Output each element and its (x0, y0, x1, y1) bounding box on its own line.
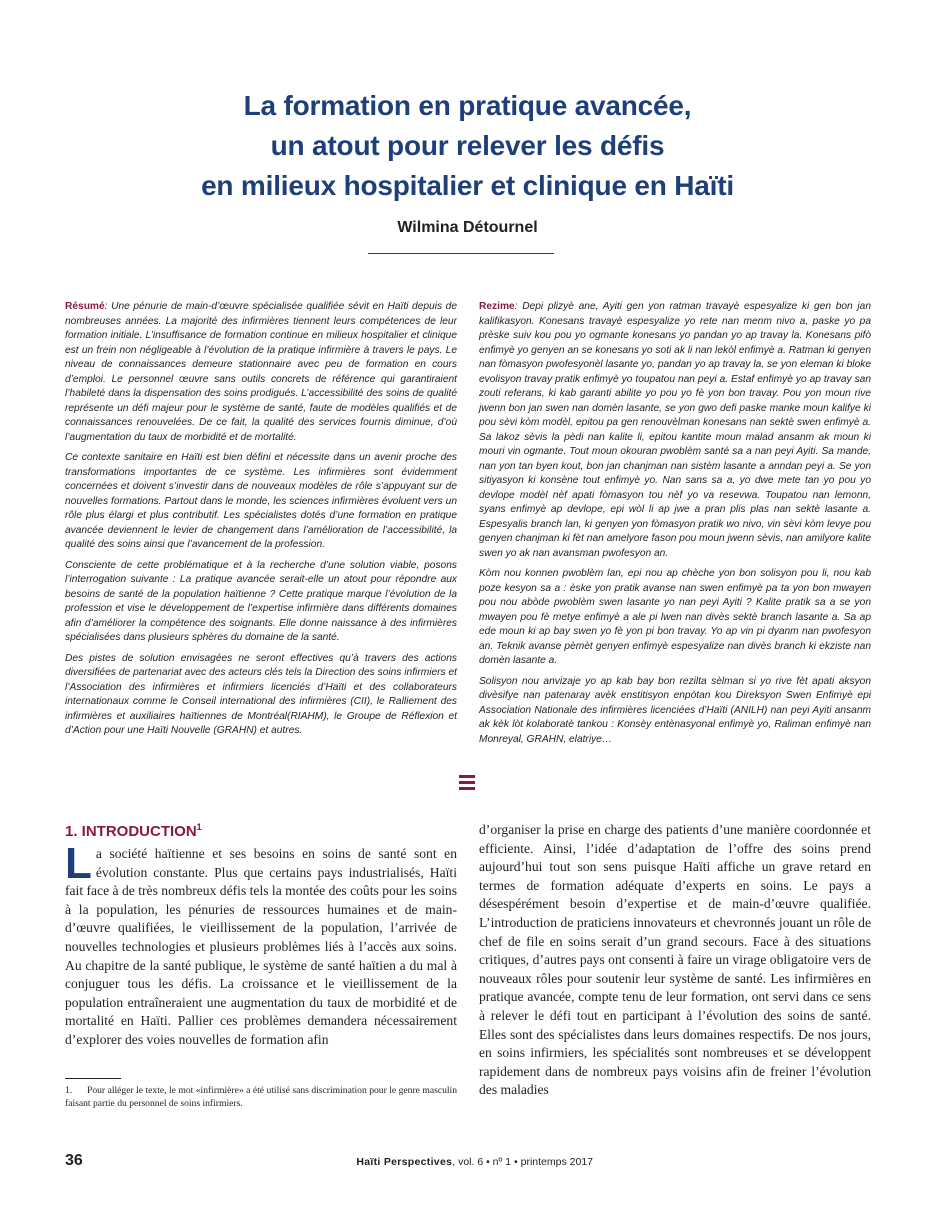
abstract-ht-paragraph-2: Kòm nou konnen pwoblèm lan, epi nou ap chèche yon bon solisyon pou li, nou kab poze kesyon sa a : èske yon pratik avanse nan swen enfimyè pa ta yon bon mwayen pou nou abòde pwoblèm swen lasante yo nan peyi Ayiti ? Kalite pratik sa a se yon mwayen pou fè metye enfimyè a ale pi lwen nan divès sektè branch lasante a. Sa ap ede moun ki ap bay swen yo fè yon pi bon travay. Yo ap vin pi dyanm nan pwofesyon an. Teknik avanse pèmèt genyen enfimyè espesyalize nan divès branch ki ekziste nan domèn lasante a. (479, 568, 871, 666)
abstract-ht-paragraph-1 (479, 300, 871, 561)
page-number: 36 (65, 1152, 83, 1169)
article-title (0, 86, 935, 206)
footnote-reference: 1 (196, 822, 202, 832)
abstract-fr-paragraph-1 (65, 300, 457, 445)
abstract-fr-text-1: : Une pénurie de main-d’œuvre spécialisée qualifiée sévit en Haïti depuis de nombreuses années. La majorité des infirmières tiennent leurs compétences de leur formation initiale. L’insuffisance de formation continue en milieux hospitalier et clinique est un frein non négligeable à l’évolution de la pratique infirmière à travers le pays. Le niveau de connaissances demeure stationnaire avec peu de formation en cours d’emploi. Le personnel œuvre sans outils concrets de référence qui garantiraient l’habileté dans la dispensation des soins prodigués. L’accessibilité des soins de qualité représente un défi majeur pour le système de santé, faute de modèles qualifiés et de connaissances renouvelées. De ce fait, la qualité des services fournis diminue, d’où l’augmentation du taux de morbidité et de mortalité. (65, 301, 457, 443)
intro-column-left (65, 839, 457, 1050)
issue-info: , vol. 6 • nº 1 • printemps 2017 (452, 1156, 593, 1168)
footnote-rule (65, 1078, 121, 1079)
journal-name: Haïti Perspectives (356, 1156, 453, 1168)
title-line-2: un atout pour relever les défis (270, 130, 665, 161)
author-name: Wilmina Détournel (397, 219, 538, 236)
footnote-text: Pour alléger le texte, le mot «infirmière» a été utilisé sans discrimination pour le genre masculin faisant partie du personnel de soins infirmiers. (65, 1085, 457, 1109)
intro-paragraph-right: d’organiser la prise en charge des patients d’une manière coordonnée et efficiente. Ainsi, l’idée d’adaptation de l’offre des soins prend aujourd’hui tout son sens puisque Haïti affiche un grave retard en termes de formation adéquate d’experts en soins. Le pays a désespérément besoin d’expertise et de main-d’œuvre qualifiée. L’introduction de praticiens innovateurs et chevronnés jouant un rôle de chef de file en soins serait d’un grand secours. Face à des situations critiques, d’autres pays ont consenti à faire un virage obligatoire vers de nouveaux rôles pour soutenir leur système de santé. Les infirmières en pratique avancée, compte tenu de leur formation, ont servi dans ce sens à relever le défi tout en participant à l’évolution des soins de santé. Elles sont des spécialistes dans leurs domaines respectifs. De nos jours, en soins infirmiers, les spécialités sont nombreuses et se développent rapidement dans de nombreux pays voisins afin de freiner l’évolution des maladies (479, 822, 871, 1098)
title-line-3: en milieux hospitalier et clinique en Haïti (201, 170, 734, 201)
author-rule (368, 253, 554, 254)
abstract-ht-paragraph-3: Solisyon nou anvizaje yo ap kab bay bon rezilta sèlman si yo rive fèt apati aksyon divèsifye nan patenaray avèk enstitisyon enpòtan kou Direksyon Swen Enfimyè epi Association Nationale des infirmières licenciées d’Haïti (ANILH) nan peyi Ayiti ansanm ak kèk lòt kolaboratè tankou : Konsèy entènasyonal enfimyè yo, Raliman enfimyè nan Monreyal, GRAHN, elatriye… (479, 675, 871, 745)
abstract-ht-label: Rezime (479, 301, 515, 312)
abstract-fr-label: Résumé (65, 301, 105, 312)
abstract-creole (479, 300, 871, 753)
abstract-ht-text-1: : Depi plizyè ane, Ayiti gen yon ratman travayè espesyalize ki gen bon jan kalifikasyon. Konesans travayè espesyalize yo rete nan menm nivo a, paske yo pa prèske suiv kou pou yo ogmante konesans yo pandan yo ap travay la. Konesans pifò enfimyè yo genyen an se konesans yo soti ak li nan lekòl enfimyè a. Ratman ki genyen nan fòmasyon pwofesyonèl lasante yo, pandan yo ap travay la, se yon eleman ki bloke evolisyon travay pratik enfimyè yo toupatou nan peyi a. Estaf enfimyè yo ap travay san zouti referans, ki kab garanti abilite yo pou yo fè yon bon travay. Pou yon moun rive jwenn bon jan swen nan domèn lasante, se yon gwo defi paske manke moun kalifye ki pou sèvi kòm modèl, epitou pa gen renouvèlman konesans nan sektè swen enfimyè a. Sa lakoz sèvis la pèdi nan kalite li, epitou kantite moun malad ansanm ak moun ki mouri vin ogmante. Tout moun okouran pwoblèm santé sa a nan peyi Ayiti. Sa mande, nan yon tan byen kout, bon jan chanjman nan sistèm lasante a anndan peyi a. Se yon sitiyasyon ki konsène tout enfimyè yo. Nan sans sa a, yo dwe mete tan yo pou yo devlope modèl nèf apati fòmasyon tou nèf yo va resevwa. Toupatou nan lemonn, syans enfimyè ap devlope, epi wòl li ap jwe a pran plis plas nan sektè lasante a. Espesyalis branch lan, ki genyen yon fòmasyon pratik wo nivo, vin sèvi kòm levye pou genyen chanjman ki fèt nan amelyore fason pou moun jwenn sèvis, nan amilyore kalite swen yo ak nan avansman pwofesyon an. (479, 301, 871, 559)
intro-paragraph-left (65, 839, 457, 1050)
intro-column-right (479, 821, 871, 1100)
intro-text-left: a société haïtienne et ses besoins en soins de santé sont en évolution constante. Plus que certains pays industrialisés, Haïti fait face à de très nombreux défis tels la montée des coûts pour les soins à la population, les pénuries de ressources humaines et de main-d’œuvre qualifiées, le vieillissement de la population, l’arrivée de nouvelles technologies et plusieurs problèmes liés à l’accès aux soins. Au chapitre de la santé publique, le système de santé haïtien a du mal à conjuguer tous les défis. La croissance et le vieillissement de la population entraîneraient une augmentation du taux de morbidité et de mortalité en Haïti. Pallier ces problèmes demandera nécessairement d’explorer des voies nouvelles de formation afin (65, 846, 457, 1047)
abstract-fr-paragraph-4: Des pistes de solution envisagées ne seront effectives qu’à travers des actions diversifiées de partenariat avec des acteurs clés tels la Direction des soins infirmiers et l’Association des infirmières et infirmiers licenciés d’Haïti et des collaborateurs internationaux comme le Conseil international des infirmières (CII), le Ralliement des infirmières et auxiliaires haïtiennes de Montréal(RIAHM), le Groupe de Réflexion et d’Action pour une Haïti Nouvelle (GRAHN) et autres. (65, 652, 457, 736)
abstract-fr-paragraph-3: Consciente de cette problématique et à la recherche d’une solution viable, posons l’interrogation suivante : La pratique avancée serait-elle un atout pour répondre aux besoins de santé de la population haïtienne ? Cette pratique marque l’évolution de la profession et vise le développement de l’expertise infirmière dans différents domaines afin d’améliorer la compétence des soignants. Elle donne naissance à des infirmières spécialisées dans plusieurs sphères du domaine de la santé. (65, 559, 457, 643)
running-footer (356, 1156, 593, 1168)
section-heading (65, 822, 202, 840)
drop-cap: L (65, 839, 92, 888)
footnote (65, 1084, 457, 1110)
footnote-number: 1. (65, 1085, 73, 1096)
abstract-fr-paragraph-2: Ce contexte sanitaire en Haïti est bien défini et nécessite dans un avenir proche des transformations importantes de ce système. Les infirmières sont évidemment concernées et doivent s’investir dans de nouveaux modèles de rôle s’appuyant sur de nouvelles formations. Partout dans le monde, les sciences infirmières évoluent vers un rôle plus élargi et plus contributif. Les spécialistes dotés d’une formation en pratique avancée deviennent le levier de changement dans l’amélioration de l’accessibilité, la qualité des soins ainsi que l’avancement de la profession. (65, 452, 457, 550)
section-divider-icon (459, 775, 475, 793)
abstract-french (65, 300, 457, 745)
section-heading-text: 1. INTRODUCTION (65, 823, 197, 840)
title-line-1: La formation en pratique avancée, (243, 90, 692, 121)
